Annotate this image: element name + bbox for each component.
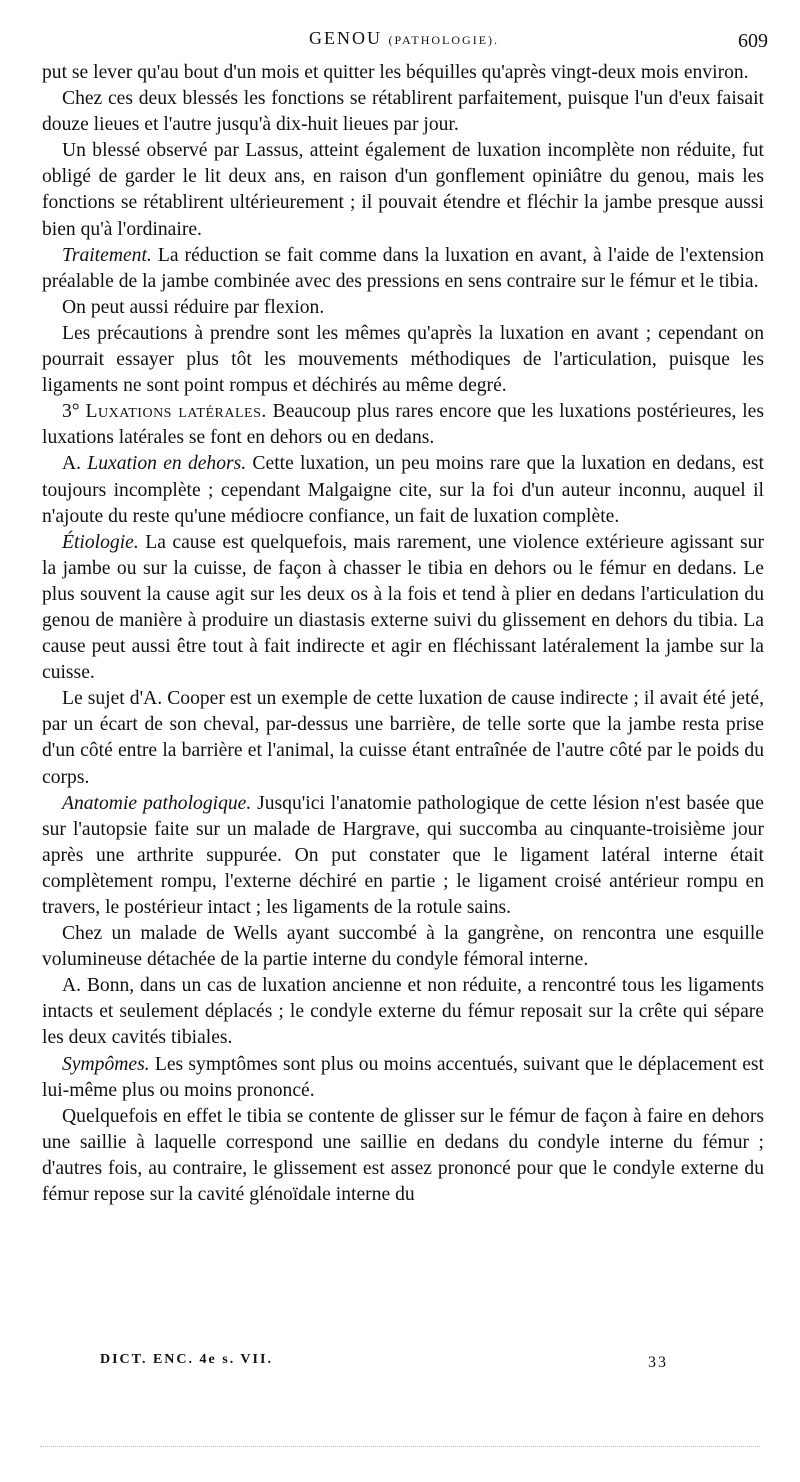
paragraph-lead: Étiologie.	[62, 531, 139, 553]
paragraph	[42, 321, 764, 399]
paragraph-lead: Luxation en dehors.	[87, 453, 247, 475]
paragraph-text: Chez un malade de Wells ayant succombé à la gangrène, on rencontra une esquille volumineuse détachée de la partie interne du condyle fémoral interne.	[42, 923, 764, 971]
paragraph	[42, 1052, 764, 1104]
paragraph-text: La réduction se fait comme dans la luxation en avant, à l'aide de l'extension préalable de la jambe combinée avec des pressions en sens contraire sur le fémur et le tibia.	[42, 244, 764, 292]
paragraph-lead: Sympômes.	[62, 1053, 150, 1075]
paragraph-lead: Anatomie pathologique.	[62, 792, 252, 814]
paragraph	[42, 686, 764, 790]
paragraph	[42, 1104, 764, 1208]
paragraph-text: Un blessé observé par Lassus, atteint également de luxation incomplète non réduite, fut obligé de garder le lit deux ans, en raison d'un gonflement opiniâtre du genou, mais les fonctions se rétablirent ultérieurement ; il pouvait étendre et fléchir la jambe presque aussi bien qu'à l'ordinaire.	[42, 140, 764, 240]
body-text	[42, 60, 764, 1208]
paragraph-text: Quelquefois en effet le tibia se contente de glisser sur le fémur de façon à faire en dehors une saillie à laquelle correspond une saillie en dedans du condyle interne du fémur ; d'autres fois, au contraire, le glissement est assez prononcé pour que le condyle externe du fémur repose sur la cavité glénoïdale interne du	[42, 1105, 764, 1206]
bottom-dotted-rule	[40, 1446, 760, 1447]
paragraph	[42, 295, 764, 321]
paragraph-text: Les précautions à prendre sont les mêmes qu'après la luxation en avant ; cependant on pourrait essayer plus tôt les mouvements méthodiques de l'articulation, puisque les ligaments ne sont point rompus et déchirés au même degré.	[42, 322, 764, 397]
paragraph	[42, 973, 764, 1051]
paragraph-text: Le sujet d'A. Cooper est un exemple de cette luxation de cause indirecte ; il avait été jeté, par un écart de son cheval, par-dessus une barrière, de telle sorte que la jambe resta prise d'un côté entre la barrière et l'animal, la cuisse étant entraînée de l'autre côté par le poids du corps.	[42, 688, 764, 788]
page-number: 609	[738, 30, 768, 52]
running-head-section: (PATHOLOGIE).	[388, 33, 500, 47]
paragraph-text: Beaucoup plus rares encore que les luxations postérieures, les luxations latérales se font en dehors ou en dedans.	[42, 401, 764, 449]
paragraph-lead: Traitement.	[62, 244, 152, 266]
paragraph-text: Chez ces deux blessés les fonctions se rétablirent parfaitement, puisque l'un d'eux faisait douze lieues et l'autre jusqu'à dix-huit lieues par jour.	[42, 88, 764, 136]
paragraph	[42, 530, 764, 687]
paragraph-text: Jusqu'ici l'anatomie pathologique de cette lésion n'est basée que sur l'autopsie faite sur un malade de Hargrave, qui succomba au cinquante-troisième jour après une arthrite suppurée. On put constater que le ligament latéral interne était complètement rompu, l'externe déchiré en partie ; le ligament croisé antérieur rompu en travers, le postérieur intact ; les ligaments de la rotule sains.	[42, 792, 764, 918]
section-number: 3°	[62, 401, 86, 423]
printer-signature: DICT. ENC. 4e s. VII.	[100, 1352, 273, 1367]
section-heading: Luxations latérales.	[85, 401, 267, 423]
running-head	[40, 28, 768, 49]
paragraph	[42, 138, 764, 242]
paragraph	[42, 86, 764, 138]
paragraph-text: put se lever qu'au bout d'un mois et quitter les béquilles qu'après vingt-deux mois environ.	[42, 62, 749, 83]
paragraph	[42, 791, 764, 921]
page-header	[40, 28, 768, 58]
paragraph	[42, 60, 764, 86]
paragraph	[42, 451, 764, 529]
paragraph	[42, 921, 764, 973]
paragraph-text: Cette luxation, un peu moins rare que la luxation en dedans, est toujours incomplète ; cependant Malgaigne cite, sur la foi d'un auteur inconnu, auquel il n'ajoute du reste qu'une médiocre confiance, un fait de luxation complète.	[42, 453, 764, 527]
section-number: A.	[62, 453, 88, 475]
paragraph	[42, 399, 764, 451]
page-footer	[100, 1352, 720, 1376]
paragraph-text: On peut aussi réduire par flexion.	[62, 296, 325, 318]
paragraph-text: A. Bonn, dans un cas de luxation ancienne et non réduite, a rencontré tous les ligaments intacts et seulement déplacés ; le condyle externe du fémur reposait sur la crête qui sépare les deux cavités tibiales.	[42, 975, 764, 1049]
paragraph-text: Les symptômes sont plus ou moins accentués, suivant que le déplacement est lui-même plus ou moins prononcé.	[42, 1053, 764, 1101]
paragraph	[42, 243, 764, 295]
paragraph-text: La cause est quelquefois, mais rarement, une violence extérieure agissant sur la jambe ou sur la cuisse, de façon à chasser le tibia en dehors ou le fémur en dedans. Le plus souvent la cause agit sur les deux os à la fois et tend à plier en dedans l'articulation du genou de manière à produire un diastasis externe suivi du glissement en dehors du tibia. La cause peut aussi être tout à fait indirecte et agir en fléchissant latéralement la jambe sur la cuisse.	[42, 531, 764, 684]
running-head-title: GENOU	[308, 28, 382, 48]
sheet-number: 33	[648, 1354, 668, 1371]
